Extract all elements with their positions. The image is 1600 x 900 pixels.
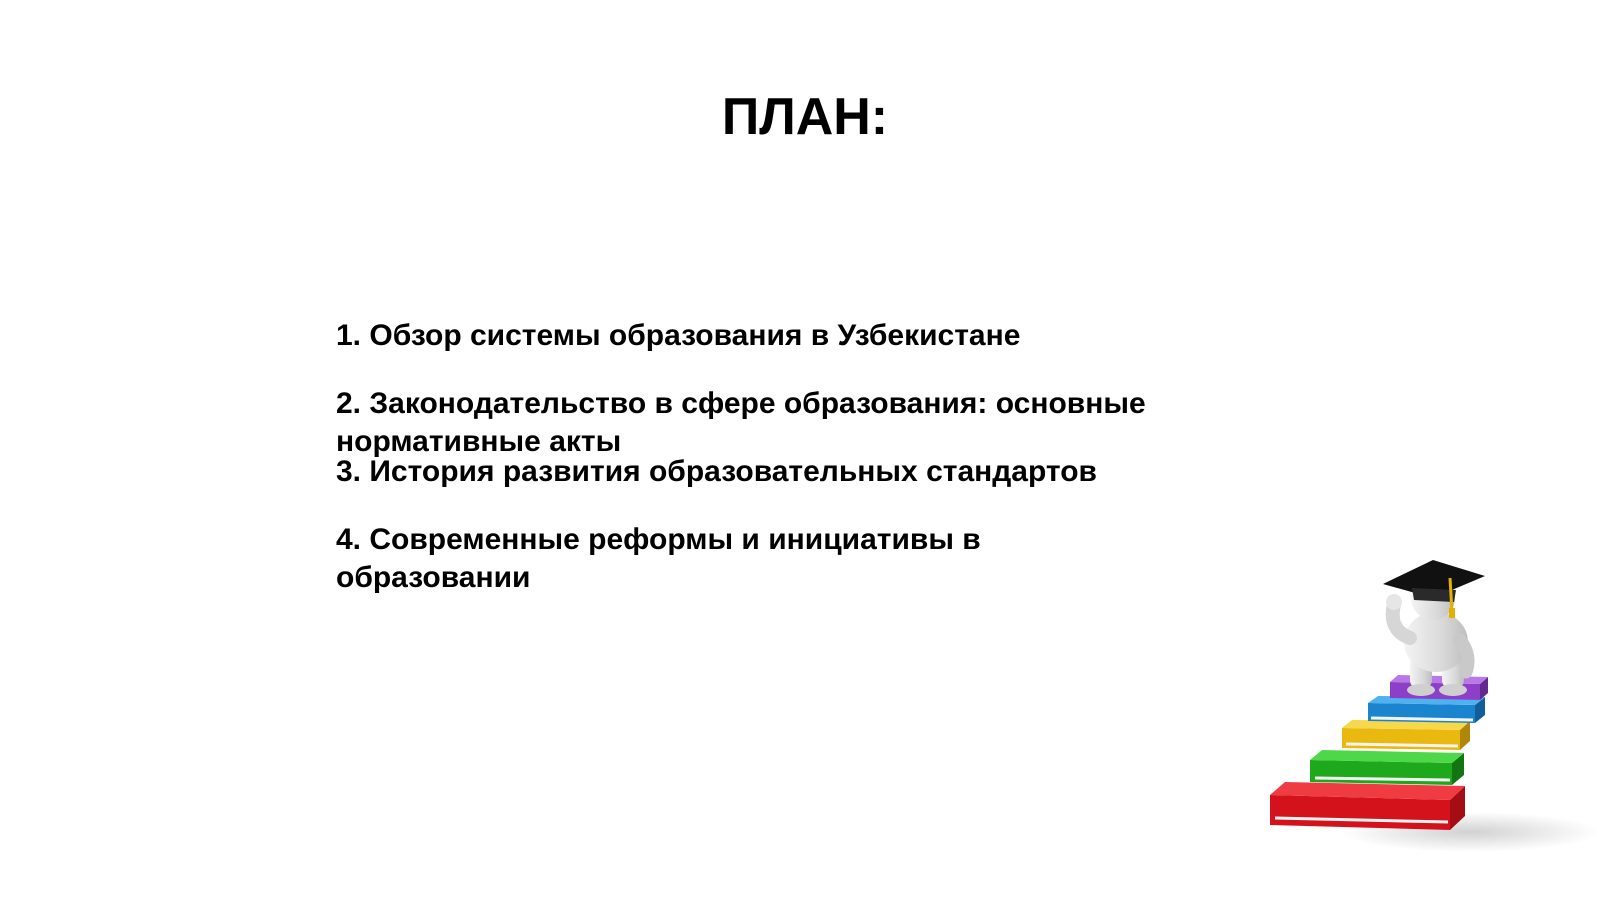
tassel (1450, 578, 1452, 612)
plan-item-1: 1. Обзор системы образования в Узбекистане (336, 319, 1021, 352)
plan-list (336, 317, 1236, 597)
slide-title: ПЛАН: (721, 88, 889, 146)
plan-item-2: 2. Законодательство в сфере образования: основные нормативные акты (336, 387, 1146, 458)
book-yellow-icon (1342, 720, 1470, 750)
book-blue-icon (1368, 696, 1485, 723)
plan-item-3: 3. История развития образовательных стандартов (336, 455, 1097, 488)
plan-item-4: 4. Современные реформы и инициативы в образовании (336, 523, 981, 594)
book-purple-icon (1390, 675, 1488, 700)
book-red-icon (1270, 782, 1465, 830)
graduate-on-books-icon (1270, 560, 1600, 860)
book-green-icon (1310, 750, 1464, 785)
